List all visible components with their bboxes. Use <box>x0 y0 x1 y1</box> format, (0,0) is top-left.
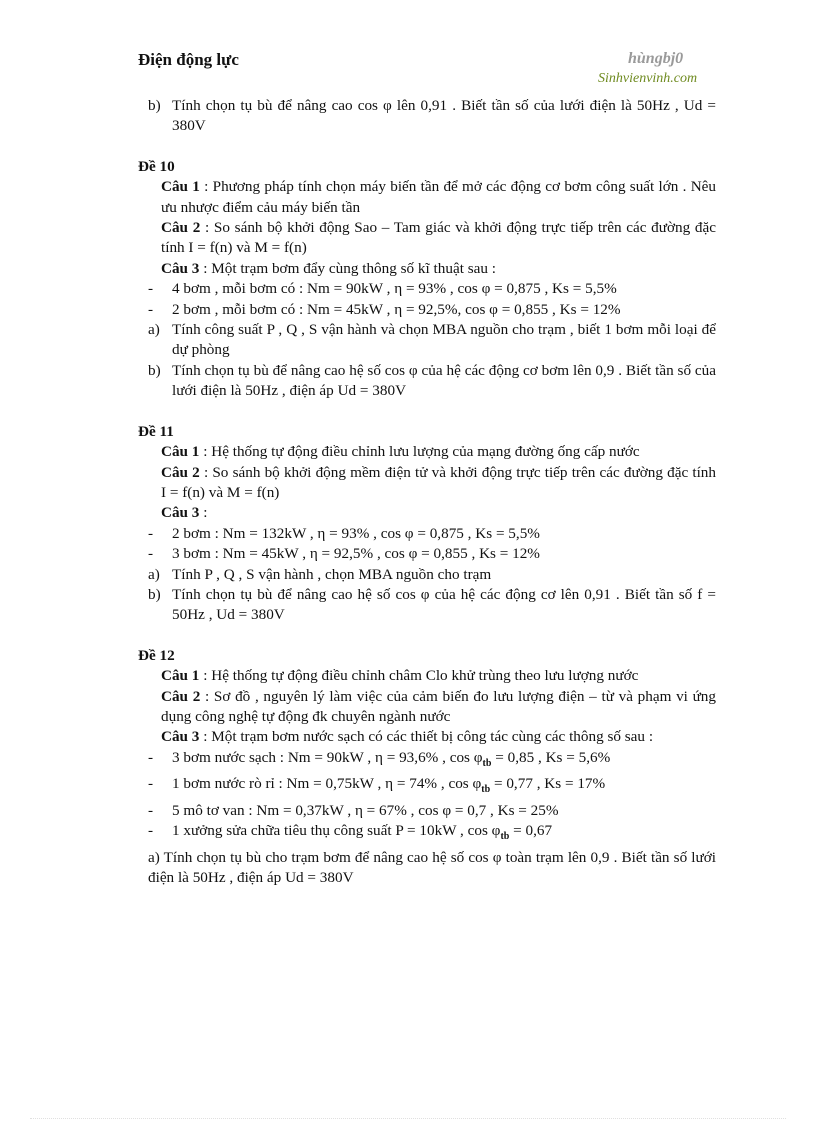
question-3 <box>138 259 716 279</box>
item-text: Tính công suất P , Q , S vận hành và chọn MBA nguồn cho trạm , biết 1 bơm mỗi loại để dự phòng <box>172 321 716 359</box>
bullet-item <box>138 821 716 847</box>
question-2 <box>138 218 716 259</box>
question-text: : Sơ đồ , nguyên lý làm việc của cảm biến đo lưu lượng điện – từ và phạm vi ứng dụng công nghệ tự động đk chuyên ngành nước <box>161 687 716 725</box>
bullet-dash: - <box>148 822 154 840</box>
question-text: : <box>199 504 208 522</box>
question-3 <box>138 503 716 523</box>
question-text: : Hệ thống tự động điều chỉnh lưu lượng của mạng đường ống cấp nước <box>199 443 640 461</box>
bullet-text: = 0,77 , Ks = 17% <box>490 775 606 793</box>
bullet-text: 1 bơm nước rò rỉ : Nm = 0,75kW , η = 74% , cos φ <box>172 775 482 793</box>
question-1 <box>138 666 716 686</box>
item-marker: a) <box>148 321 160 339</box>
sub-item-a: a) Tính chọn tụ bù cho trạm bơm để nâng cao hệ số cos φ toàn trạm lên 0,9 . Biết tần số lưới điện là 50Hz , điện áp Ud = 380V <box>148 848 716 886</box>
question-label: Câu 1 <box>161 178 200 196</box>
bullet-text: 5 mô tơ van : Nm = 0,37kW , η = 67% , cos φ = 0,7 , Ks = 25% <box>172 801 559 819</box>
bullet-text: 2 bơm , mỗi bơm có : Nm = 45kW , η = 92,5%, cos φ = 0,855 , Ks = 12% <box>172 300 621 318</box>
header-site-link[interactable]: Sinhvienvinh.com <box>598 71 698 86</box>
bullet-item <box>138 279 716 299</box>
question-text: : So sánh bộ khởi động Sao – Tam giác và khởi động trực tiếp trên các đường đặc tính I = f(n) và M = f(n) <box>161 219 716 257</box>
sub-item-a <box>138 565 716 585</box>
bullet-item <box>138 524 716 544</box>
bullet-item <box>138 774 716 800</box>
question-1 <box>138 177 716 218</box>
question-label: Câu 3 <box>161 504 200 522</box>
question-text: : Hệ thống tự động điều chỉnh châm Clo khử trùng theo lưu lượng nước <box>199 667 639 685</box>
bullet-item <box>138 748 716 774</box>
bullet-dash: - <box>148 545 154 563</box>
bullet-dash: - <box>148 801 154 819</box>
subscript: tb <box>500 831 510 843</box>
item-marker: b) <box>148 585 161 603</box>
question-2 <box>138 687 716 728</box>
item-text: Tính chọn tụ bù để nâng cao hệ số cos φ của hệ các động cơ lên 0,91 . Biết tần số f = 50Hz , Ud = 380V <box>172 585 716 624</box>
header-title: Điện động lực <box>138 50 239 69</box>
bullet-item <box>138 544 716 564</box>
item-marker: a) <box>148 565 160 583</box>
header-author: hùngbj0 <box>628 50 684 67</box>
bullet-text: 3 bơm : Nm = 45kW , η = 92,5% , cos φ = 0,855 , Ks = 12% <box>172 545 540 563</box>
bullet-dash: - <box>148 300 154 318</box>
top-item-b <box>138 96 716 137</box>
bullet-dash: - <box>148 748 154 766</box>
exam-title-12: Đề 12 <box>138 646 175 664</box>
sub-item-b <box>138 585 716 626</box>
item-marker: b) <box>148 361 161 379</box>
subscript: tb <box>482 757 492 769</box>
question-label: Câu 2 <box>161 219 201 237</box>
footer-divider <box>30 1118 786 1119</box>
question-label: Câu 1 <box>161 443 200 461</box>
bullet-text: 1 xưởng sửa chữa tiêu thụ công suất P = 10kW , cos φ <box>172 822 501 840</box>
bullet-item <box>138 801 716 821</box>
item-text: Tính chọn tụ bù để nâng cao cos φ lên 0,91 . Biết tần số của lưới điện là 50Hz , Ud = 380V <box>172 97 716 135</box>
document-body <box>138 96 716 888</box>
question-text: : So sánh bộ khởi động mềm điện tử và khởi động trực tiếp trên các đường đặc tính I = f(n) và M = f(n) <box>161 463 716 501</box>
exam-title-11: Đề 11 <box>138 422 174 440</box>
bullet-dash: - <box>148 524 154 542</box>
sub-item-a <box>138 320 716 361</box>
question-label: Câu 2 <box>161 687 201 705</box>
bullet-text: 4 bơm , mỗi bơm có : Nm = 90kW , η = 93% , cos φ = 0,875 , Ks = 5,5% <box>172 280 617 298</box>
subscript: tb <box>481 784 491 796</box>
bullet-dash: - <box>148 280 154 298</box>
bullet-text: = 0,85 , Ks = 5,6% <box>491 748 611 766</box>
question-3 <box>138 727 716 747</box>
question-label: Câu 1 <box>161 667 200 685</box>
question-label: Câu 3 <box>161 728 200 746</box>
question-label: Câu 3 <box>161 259 200 277</box>
bullet-text: 3 bơm nước sạch : Nm = 90kW , η = 93,6% , cos φ <box>172 748 483 766</box>
item-text: Tính P , Q , S vận hành , chọn MBA nguồn cho trạm <box>172 565 492 583</box>
bullet-text: = 0,67 <box>509 822 553 840</box>
question-label: Câu 2 <box>161 463 200 481</box>
question-2 <box>138 463 716 504</box>
question-text: : Một trạm bơm đẩy cùng thông số kĩ thuật sau : <box>199 259 496 277</box>
item-marker: b) <box>148 97 161 114</box>
question-1 <box>138 442 716 462</box>
exam-title-10: Đề 10 <box>138 157 175 175</box>
question-text: : Phương pháp tính chọn máy biến tần để mở các động cơ bơm công suất lớn . Nêu ưu nhược điểm cảu máy biến tần <box>161 178 716 216</box>
bullet-dash: - <box>148 775 154 793</box>
question-text: : Một trạm bơm nước sạch có các thiết bị công tác cùng các thông số sau : <box>199 728 654 746</box>
bullet-item <box>138 300 716 320</box>
sub-item-b <box>138 361 716 402</box>
item-text: Tính chọn tụ bù để nâng cao hệ số cos φ của hệ các động cơ bơm lên 0,9 . Biết tần số của lưới điện là 50Hz , điện áp Ud = 380V <box>172 361 716 400</box>
bullet-text: 2 bơm : Nm = 132kW , η = 93% , cos φ = 0,875 , Ks = 5,5% <box>172 524 540 542</box>
